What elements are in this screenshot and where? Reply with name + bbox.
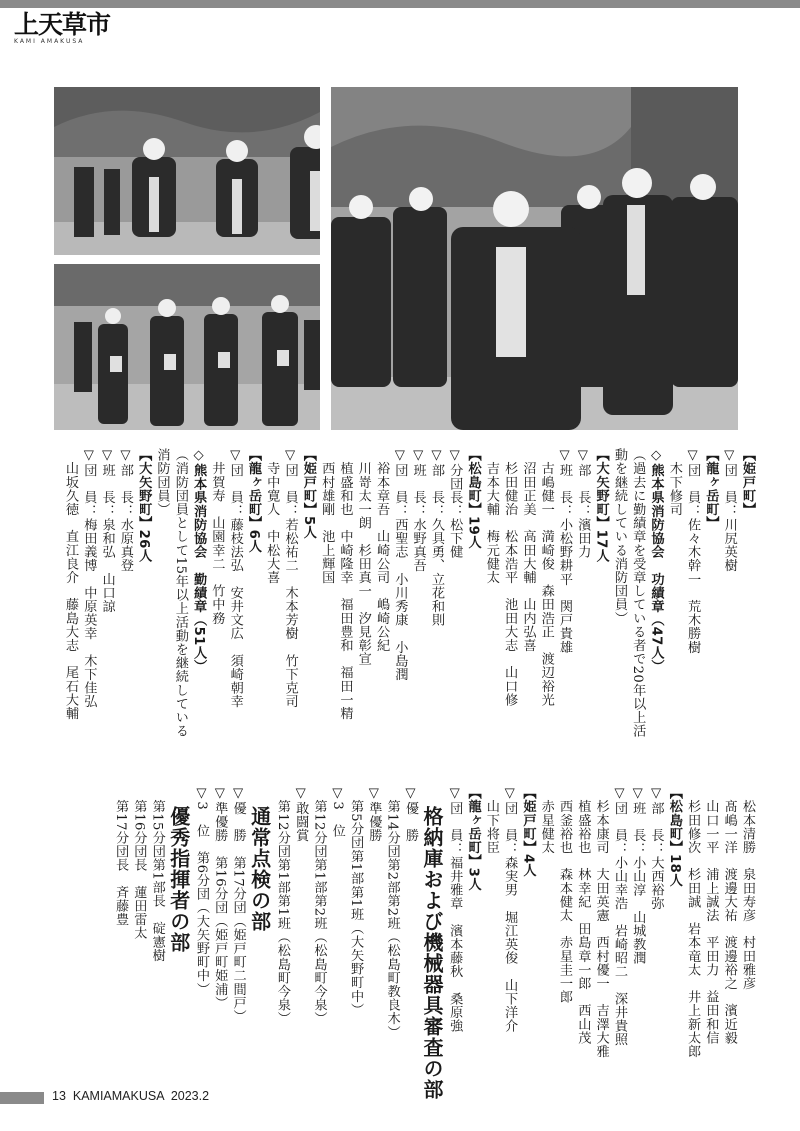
logo [14, 12, 124, 46]
list-line: ▽班 長：小山淳 山城教潤 [630, 786, 646, 965]
list-line: 赤星健太 [538, 786, 554, 854]
ward-heading: 【姫戸町】4人 [520, 786, 536, 878]
list-line: ▽団 員：藤枝法弘 安井文広 須崎朝幸 [227, 448, 243, 709]
result-line: 第14分団第2部第2班（松島町教良木） [384, 786, 400, 1039]
result-line: 第17分団長 斉藤豊 [113, 786, 129, 926]
photo-saluting-officers-small [54, 87, 320, 255]
result-line: ▽準優勝 第16分団（姫戸町姫浦） [212, 786, 228, 1010]
list-line: ▽団 員：西聖志 小川秀康 小島潤 [392, 448, 408, 681]
photo-marching-line [54, 264, 320, 430]
list-line: ▽班 長：水野真吾 [410, 448, 426, 573]
awards-list-right [61, 448, 756, 738]
logo-kanji: 上天草市 [14, 10, 111, 39]
ward-heading: 【龍ヶ岳町】3人 [465, 786, 481, 891]
result-line: ▽優 勝 [402, 786, 418, 843]
list-line: 山坂久徳 直江良介 藤島大志 尾石大輔 [63, 448, 79, 720]
result-line: ▽準優勝 [366, 786, 382, 843]
ward-heading: 【龍ヶ岳町】6人 [245, 448, 261, 553]
list-line: ▽団 員：梅田義博 中原英幸 木下佳弘 [81, 448, 97, 709]
list-line: 川嵜太一朗 杉田真一 汐見彰宣 [355, 448, 371, 666]
list-line: ▽部 長：大西裕弥 [648, 786, 664, 911]
section-title-storage: 格納庫および機械器具審査の部 [419, 806, 444, 1100]
list-line: 動を継続している消防団員） [611, 448, 627, 625]
photo-saluting-officers-large [331, 87, 738, 430]
list-line: 植盛和也 中崎隆幸 福田豊和 福田一精 [337, 448, 353, 720]
list-line: 吉本大輔 梅元健太 [483, 448, 499, 584]
article-text [44, 448, 756, 1108]
awards-list-continued [111, 786, 756, 1100]
list-line: 裕本章吾 山崎公司 嶋崎公紀 [374, 448, 390, 652]
list-line: 消防団員） [154, 448, 170, 516]
top-bar [0, 0, 800, 8]
list-line: （消防団員として15年以上活動を継続している [172, 448, 188, 738]
list-line: ▽部 長：久具勇、立花和則 [428, 448, 444, 627]
list-line: 西釜裕也 森本健太 赤星圭一郎 [557, 786, 573, 1004]
list-line: ▽団 員：佐々木幹一 荒木勝樹 [685, 448, 701, 654]
footer [52, 1089, 209, 1103]
list-line: ▽部 長：濱田力 [575, 448, 591, 559]
list-line: 松本清勝 泉田寿彦 村田雅彦 [740, 786, 755, 990]
list-line: 西村雄剛 池上輝国 [319, 448, 335, 584]
list-line: ▽団 員：森実男 堀江英俊 山下洋介 [502, 786, 518, 1033]
ward-heading: 【大矢野町】17人 [593, 448, 609, 563]
list-line: 山口一平 浦上誠法 平田力 益田和信 [703, 786, 719, 1045]
result-line: 第15分団第1部長 碇憲樹 [149, 786, 165, 962]
magazine-name: KAMIAMAKUSA [72, 1089, 164, 1103]
result-line: 第5分団第1部第1班（大矢野町中） [348, 786, 364, 1017]
list-line: ▽団 員：小山幸浩 岩崎昭二 深井貴照 [611, 786, 627, 1047]
section-title-commander: 優秀指揮者の部 [166, 806, 191, 953]
ward-heading: 【龍ヶ岳町】 [703, 448, 719, 530]
section-title-inspection: 通常点検の部 [247, 806, 272, 932]
result-line: ▽3 位 第6分団（大矢野町中） [193, 786, 209, 996]
page-number: 13 [52, 1089, 66, 1103]
result-line: 第12分団第1部第2班（松島町今泉） [311, 786, 327, 1026]
ward-heading: 【大矢野町】26人 [136, 448, 152, 563]
result-line: ▽優 勝 第17分団（姫戸町二間戸） [230, 786, 246, 1023]
list-line: 杉田修次 杉田誠 岩本竜太 井上新太郎 [685, 786, 701, 1058]
issue-date: 2023.2 [170, 1089, 210, 1103]
ward-heading: 【姫戸町】 [740, 448, 755, 516]
list-line: 木下修司 [666, 448, 682, 516]
list-line: 杉本康司 大田英憲 西村優一 吉澤大雅 [593, 786, 609, 1058]
list-line: 髙嶋一洋 渡邊大祐 渡邊裕之 濱近毅 [721, 786, 737, 1045]
list-line: ▽班 長：泉和弘 山口諒 [99, 448, 115, 613]
result-line: ▽敢闘賞 [293, 786, 309, 843]
ward-heading: 【姫戸町】5人 [300, 448, 316, 540]
ward-heading: 【松島町】18人 [666, 786, 682, 887]
list-line: ▽分団長：松下健 [447, 448, 463, 559]
list-line: 植盛裕也 林幸紀 田島章一郎 西山茂 [575, 786, 591, 1045]
list-line: ▽団 員：川尻英樹 [721, 448, 737, 573]
list-line: ▽部 長：水原真登 [117, 448, 133, 573]
award-heading: ◇熊本県消防協会 功績章（47人） [648, 448, 664, 673]
list-line: 井賀寿 山園幸二 竹中務 [209, 448, 225, 625]
list-line: （過去に勤績章を受章している者で20年以上活 [630, 448, 646, 738]
footer-bar [0, 1092, 44, 1104]
result-line: ▽3 位 [329, 786, 345, 838]
result-line: 第16分団長 蓮田雷太 [131, 786, 147, 940]
award-heading: ◇熊本県消防協会 勤績章（51人） [191, 448, 207, 673]
list-line: ▽班 長：小松野耕平 関戸貴雄 [557, 448, 573, 654]
list-line: 古嶋健一 満崎俊 森田浩正 渡辺裕光 [538, 448, 554, 707]
ward-heading: 【松島町】19人 [465, 448, 481, 549]
list-line: 杉田健治 松本浩平 池田大志 山口修 [502, 448, 518, 707]
list-line: ▽団 員：福井雅章 濱本藤秋 桑原強 [447, 786, 463, 1033]
list-line: 寺中寛人 中松大喜 [264, 448, 280, 584]
list-line: ▽団 員：若松祐二 木本芳樹 竹下克司 [282, 448, 298, 709]
list-line: 沼田正美 高田大輔 山内弘喜 [520, 448, 536, 652]
result-line: 第12分団第1部第1班（松島町今泉） [274, 786, 290, 1026]
list-line: 山下将臣 [483, 786, 499, 854]
logo-roman: KAMI AMAKUSA [14, 38, 85, 45]
